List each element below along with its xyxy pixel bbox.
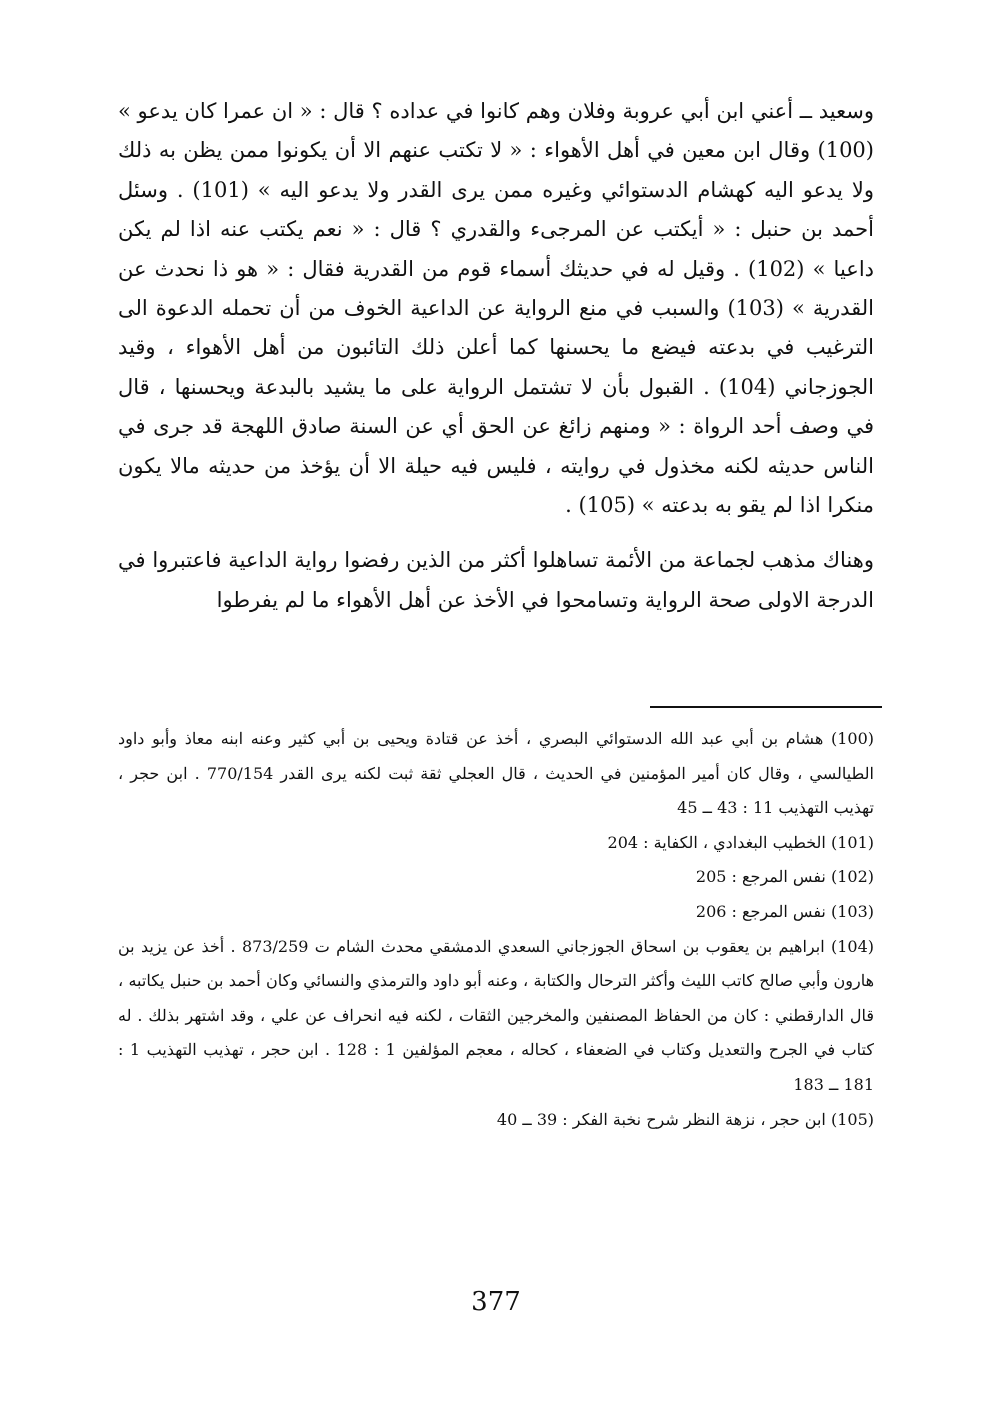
footnote-101: (101) الخطيب البغدادي ، الكفاية : 204	[607, 832, 874, 852]
footnote-100: (100) هشام بن أبي عبد الله الدستوائي البصري ، أخذ عن قتادة ويحيى بن أبي كثير وعنه ابنه معاذ وأبو داود الطيالسي ، وقال كان أمير المؤمنين في الحديث ، قال العجلي ثقة ثبت لكنه يرى القدر 770/154 . ابن حجر ، تهذيب التهذيب 11 : 43 ــ 45	[118, 729, 875, 818]
main-paragraph-2: وهناك مذهب لجماعة من الأئمة تساهلوا أكثر من الذين رفضوا رواية الداعية فاعتبروا في الدرجة الاولى صحة الرواية وتسامحوا في الأخذ عن أهل الأهواء ما لم يفرطوا	[118, 548, 874, 612]
main-paragraph-1: وسعيد ــ أعني ابن أبي عروبة وفلان وهم كانوا في عداده ؟ قال : « ان عمرا كان يدعو » (100) وقال ابن معين في أهل الأهواء : « لا تكتب عنهم الا أن يكونوا ممن يظن به ذلك ولا يدعو اليه كهشام الدستوائي وغيره ممن يرى القدر ولا يدعو اليه » (101) . وسئل أحمد بن حنبل : « أيكتب عن المرجىء والقدري ؟ قال : « نعم يكتب عنه اذا لم يكن داعيا » (102) . وقيل له في حديثك أسماء قوم من القدرية فقال : « هو ذا نحدث عن القدرية » (103) والسبب في منع الرواية عن الداعية الخوف من أن تحمله الدعوة الى الترغيب في بدعته فيضع ما يحسنها كما أعلن ذلك التائبون من أهل الأهواء ، وقيد الجوزجاني (104) . القبول بأن لا تشتمل الرواية على ما يشيد بالبدعة ويحسنها ، قال في وصف أحد الرواة : « ومنهم زائغ عن الحق أي عن السنة صادق اللهجة قد جرى في الناس حديثه لكنه مخذول في روايته ، فليس فيه حيلة الا أن يؤخذ من حديثه مالا يكون منكرا اذا لم يقو به بدعته » (105) .	[118, 99, 875, 518]
page-number: 377	[471, 1287, 521, 1317]
footnote-105: (105) ابن حجر ، نزهة النظر شرح نخبة الفكر : 39 ــ 40	[496, 1109, 874, 1129]
footnote-104: (104) ابراهيم بن يعقوب بن اسحاق الجوزجاني السعدي الدمشقي محدث الشام ت 873/259 . أخذ عن يزيد بن هارون وأبي صالح كاتب الليث وأكثر الترحال والكتابة ، وعنه أبو داود والترمذي والنسائي وكان أحمد بن حنبل يكاتبه ، قال الدارقطني : كان من الحفاظ المصنفين والمخرجين الثقات ، لكنه فيه انحراف عن علي ، وقد اشتهر بذلك . له كتاب في الجرح والتعديل وكتاب في الضعفاء ، كحاله ، معجم المؤلفين 1 : 128 . ابن حجر ، تهذيب التهذيب 1 : 181 ــ 183	[118, 936, 875, 1094]
footnote-103: (103) نفس المرجع : 206	[695, 901, 874, 921]
footnote-separator	[650, 706, 882, 708]
footnotes	[118, 722, 874, 1137]
footnote-102: (102) نفس المرجع : 205	[695, 867, 874, 887]
main-text	[118, 92, 874, 620]
